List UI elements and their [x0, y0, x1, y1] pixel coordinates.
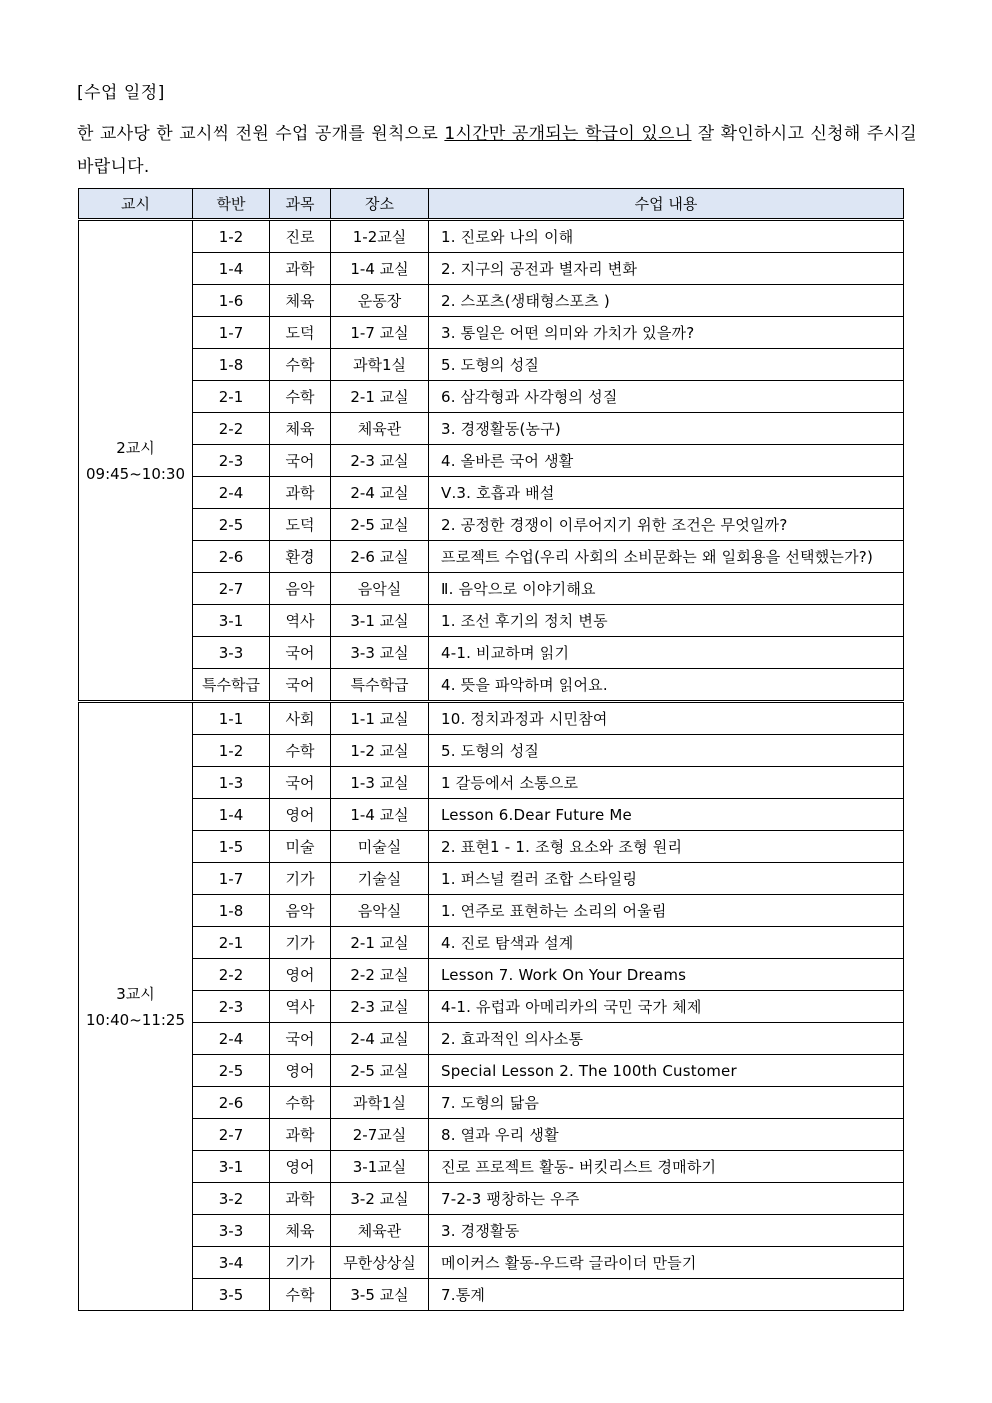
class-cell: 3-1 — [193, 1151, 270, 1183]
class-cell: 2-4 — [193, 1023, 270, 1055]
subject-cell: 과학 — [270, 1119, 331, 1151]
subject-cell: 국어 — [270, 669, 331, 702]
location-cell: 미술실 — [331, 831, 429, 863]
table-row — [79, 1023, 904, 1055]
class-cell: 1-4 — [193, 253, 270, 285]
content-cell: 2. 공정한 경쟁이 이루어지기 위한 조건은 무엇일까? — [429, 509, 904, 541]
content-cell: 3. 통일은 어떤 의미와 가치가 있을까? — [429, 317, 904, 349]
table-row — [79, 799, 904, 831]
subject-cell: 기가 — [270, 863, 331, 895]
subject-cell: 수학 — [270, 735, 331, 767]
schedule-body — [79, 220, 904, 1311]
subject-cell: 국어 — [270, 1023, 331, 1055]
subject-cell: 국어 — [270, 637, 331, 669]
table-row — [79, 927, 904, 959]
location-cell: 3-5 교실 — [331, 1279, 429, 1311]
location-cell: 무한상상실 — [331, 1247, 429, 1279]
location-cell: 1-3 교실 — [331, 767, 429, 799]
table-row — [79, 317, 904, 349]
class-cell: 1-6 — [193, 285, 270, 317]
location-cell: 체육관 — [331, 413, 429, 445]
subject-cell: 체육 — [270, 285, 331, 317]
table-row — [79, 285, 904, 317]
class-cell: 1-2 — [193, 220, 270, 253]
subject-cell: 과학 — [270, 253, 331, 285]
location-cell: 2-4 교실 — [331, 477, 429, 509]
table-row — [79, 413, 904, 445]
location-cell: 과학1실 — [331, 349, 429, 381]
location-cell: 1-1 교실 — [331, 702, 429, 735]
table-row — [79, 1119, 904, 1151]
subject-cell: 영어 — [270, 959, 331, 991]
class-cell: 2-3 — [193, 991, 270, 1023]
table-row — [79, 605, 904, 637]
class-cell: 특수학급 — [193, 669, 270, 702]
class-cell: 1-8 — [193, 895, 270, 927]
subject-cell: 환경 — [270, 541, 331, 573]
content-cell: 프로젝트 수업(우리 사회의 소비문화는 왜 일회용을 선택했는가?) — [429, 541, 904, 573]
location-cell: 3-1교실 — [331, 1151, 429, 1183]
location-cell: 음악실 — [331, 573, 429, 605]
content-cell: 2. 효과적인 의사소통 — [429, 1023, 904, 1055]
content-cell: 1. 퍼스널 컬러 조합 스타일링 — [429, 863, 904, 895]
table-row — [79, 220, 904, 253]
subject-cell: 음악 — [270, 895, 331, 927]
table-row — [79, 1279, 904, 1311]
subject-cell: 사회 — [270, 702, 331, 735]
class-cell: 2-6 — [193, 541, 270, 573]
content-cell: Special Lesson 2. The 100th Customer — [429, 1055, 904, 1087]
content-cell: 1. 조선 후기의 정치 변동 — [429, 605, 904, 637]
intro-text-after: 잘 확인하시고 신청해 주시길 바랍니다. — [77, 124, 917, 177]
content-cell: Ⅱ. 음악으로 이야기해요 — [429, 573, 904, 605]
period-cell — [79, 702, 193, 1311]
content-cell: 1. 연주로 표현하는 소리의 어울림 — [429, 895, 904, 927]
class-cell: 3-2 — [193, 1183, 270, 1215]
location-cell: 1-7 교실 — [331, 317, 429, 349]
location-cell: 2-5 교실 — [331, 509, 429, 541]
content-cell: 4. 뜻을 파악하며 읽어요. — [429, 669, 904, 702]
location-cell: 음악실 — [331, 895, 429, 927]
location-cell: 과학1실 — [331, 1087, 429, 1119]
location-cell: 2-2 교실 — [331, 959, 429, 991]
subject-cell: 국어 — [270, 767, 331, 799]
location-cell: 2-6 교실 — [331, 541, 429, 573]
class-cell: 1-2 — [193, 735, 270, 767]
class-cell: 2-1 — [193, 927, 270, 959]
content-cell: 4-1. 비교하며 읽기 — [429, 637, 904, 669]
location-cell: 2-3 교실 — [331, 991, 429, 1023]
subject-cell: 음악 — [270, 573, 331, 605]
subject-cell: 수학 — [270, 1087, 331, 1119]
content-cell: 7.통계 — [429, 1279, 904, 1311]
header-content: 수업 내용 — [429, 189, 904, 220]
table-row — [79, 445, 904, 477]
table-row — [79, 863, 904, 895]
header-period: 교시 — [79, 189, 193, 220]
header-location: 장소 — [331, 189, 429, 220]
class-cell: 3-1 — [193, 605, 270, 637]
header-class: 학반 — [193, 189, 270, 220]
subject-cell: 체육 — [270, 1215, 331, 1247]
table-row — [79, 573, 904, 605]
section-title: [수업 일정] — [77, 83, 165, 103]
location-cell: 1-2 교실 — [331, 735, 429, 767]
class-cell: 2-4 — [193, 477, 270, 509]
content-cell: 4. 진로 탐색과 설계 — [429, 927, 904, 959]
location-cell: 3-3 교실 — [331, 637, 429, 669]
header-row — [79, 189, 904, 220]
header-subject: 과목 — [270, 189, 331, 220]
class-cell: 2-5 — [193, 1055, 270, 1087]
table-row — [79, 1183, 904, 1215]
class-cell: 3-3 — [193, 1215, 270, 1247]
content-cell: 6. 삼각형과 사각형의 성질 — [429, 381, 904, 413]
content-cell: 8. 열과 우리 생활 — [429, 1119, 904, 1151]
subject-cell: 역사 — [270, 991, 331, 1023]
content-cell: Lesson 7. Work On Your Dreams — [429, 959, 904, 991]
table-row — [79, 735, 904, 767]
class-cell: 1-5 — [193, 831, 270, 863]
location-cell: 2-7교실 — [331, 1119, 429, 1151]
period-name: 3교시 — [116, 984, 155, 1003]
subject-cell: 기가 — [270, 927, 331, 959]
content-cell: 10. 정치과정과 시민참여 — [429, 702, 904, 735]
table-row — [79, 1151, 904, 1183]
class-cell: 2-3 — [193, 445, 270, 477]
subject-cell: 진로 — [270, 220, 331, 253]
class-cell: 3-3 — [193, 637, 270, 669]
content-cell: Ⅴ.3. 호흡과 배설 — [429, 477, 904, 509]
subject-cell: 영어 — [270, 799, 331, 831]
content-cell: 3. 경쟁활동(농구) — [429, 413, 904, 445]
location-cell: 1-4 교실 — [331, 799, 429, 831]
content-cell: 2. 지구의 공전과 별자리 변화 — [429, 253, 904, 285]
location-cell: 2-3 교실 — [331, 445, 429, 477]
class-cell: 1-7 — [193, 863, 270, 895]
class-cell: 2-7 — [193, 573, 270, 605]
table-row — [79, 541, 904, 573]
table-row — [79, 381, 904, 413]
table-row — [79, 477, 904, 509]
table-row — [79, 1247, 904, 1279]
intro-text-before: 한 교사당 한 교시씩 전원 수업 공개를 원칙으로 — [77, 124, 445, 144]
content-cell: 3. 경쟁활동 — [429, 1215, 904, 1247]
location-cell: 1-4 교실 — [331, 253, 429, 285]
period-time: 09:45~10:30 — [85, 464, 186, 483]
content-cell: 7. 도형의 닮음 — [429, 1087, 904, 1119]
content-cell: 1 갈등에서 소통으로 — [429, 767, 904, 799]
subject-cell: 미술 — [270, 831, 331, 863]
class-cell: 2-6 — [193, 1087, 270, 1119]
table-row — [79, 831, 904, 863]
class-cell: 2-2 — [193, 413, 270, 445]
table-row — [79, 767, 904, 799]
content-cell: 7-2-3 팽창하는 우주 — [429, 1183, 904, 1215]
table-row — [79, 1087, 904, 1119]
subject-cell: 국어 — [270, 445, 331, 477]
content-cell: 1. 진로와 나의 이해 — [429, 220, 904, 253]
class-cell: 1-3 — [193, 767, 270, 799]
content-cell: 4. 올바른 국어 생활 — [429, 445, 904, 477]
table-row — [79, 349, 904, 381]
intro-paragraph — [77, 118, 917, 184]
location-cell: 2-1 교실 — [331, 381, 429, 413]
table-row — [79, 669, 904, 702]
location-cell: 1-2교실 — [331, 220, 429, 253]
table-row — [79, 895, 904, 927]
location-cell: 2-4 교실 — [331, 1023, 429, 1055]
table-row — [79, 1215, 904, 1247]
subject-cell: 기가 — [270, 1247, 331, 1279]
subject-cell: 수학 — [270, 349, 331, 381]
subject-cell: 영어 — [270, 1055, 331, 1087]
subject-cell: 체육 — [270, 413, 331, 445]
subject-cell: 역사 — [270, 605, 331, 637]
subject-cell: 과학 — [270, 1183, 331, 1215]
location-cell: 2-5 교실 — [331, 1055, 429, 1087]
content-cell: 4-1. 유럽과 아메리카의 국민 국가 체제 — [429, 991, 904, 1023]
table-row — [79, 959, 904, 991]
period-time: 10:40~11:25 — [85, 1010, 186, 1029]
class-cell: 2-2 — [193, 959, 270, 991]
class-cell: 1-4 — [193, 799, 270, 831]
subject-cell: 과학 — [270, 477, 331, 509]
class-cell: 2-5 — [193, 509, 270, 541]
location-cell: 3-1 교실 — [331, 605, 429, 637]
class-cell: 1-8 — [193, 349, 270, 381]
class-cell: 3-5 — [193, 1279, 270, 1311]
subject-cell: 도덕 — [270, 509, 331, 541]
class-cell: 2-7 — [193, 1119, 270, 1151]
location-cell: 특수학급 — [331, 669, 429, 702]
table-row — [79, 509, 904, 541]
intro-underlined-note: 1시간만 공개되는 학급이 있으니 — [444, 124, 692, 144]
class-cell: 1-1 — [193, 702, 270, 735]
table-row — [79, 637, 904, 669]
location-cell: 운동장 — [331, 285, 429, 317]
period-name: 2교시 — [116, 438, 155, 457]
location-cell: 체육관 — [331, 1215, 429, 1247]
content-cell: 메이커스 활동-우드락 글라이더 만들기 — [429, 1247, 904, 1279]
class-cell: 2-1 — [193, 381, 270, 413]
content-cell: 2. 표현1 - 1. 조형 요소와 조형 원리 — [429, 831, 904, 863]
content-cell: 진로 프로젝트 활동- 버킷리스트 경매하기 — [429, 1151, 904, 1183]
content-cell: Lesson 6.Dear Future Me — [429, 799, 904, 831]
class-cell: 1-7 — [193, 317, 270, 349]
table-row — [79, 702, 904, 735]
subject-cell: 도덕 — [270, 317, 331, 349]
period-cell — [79, 220, 193, 702]
class-cell: 3-4 — [193, 1247, 270, 1279]
table-row — [79, 991, 904, 1023]
content-cell: 5. 도형의 성질 — [429, 349, 904, 381]
table-row — [79, 253, 904, 285]
table-row — [79, 1055, 904, 1087]
location-cell: 2-1 교실 — [331, 927, 429, 959]
content-cell: 5. 도형의 성질 — [429, 735, 904, 767]
content-cell: 2. 스포츠(생태형스포츠 ) — [429, 285, 904, 317]
subject-cell: 영어 — [270, 1151, 331, 1183]
subject-cell: 수학 — [270, 381, 331, 413]
location-cell: 기술실 — [331, 863, 429, 895]
subject-cell: 수학 — [270, 1279, 331, 1311]
schedule-table — [78, 188, 904, 1311]
location-cell: 3-2 교실 — [331, 1183, 429, 1215]
